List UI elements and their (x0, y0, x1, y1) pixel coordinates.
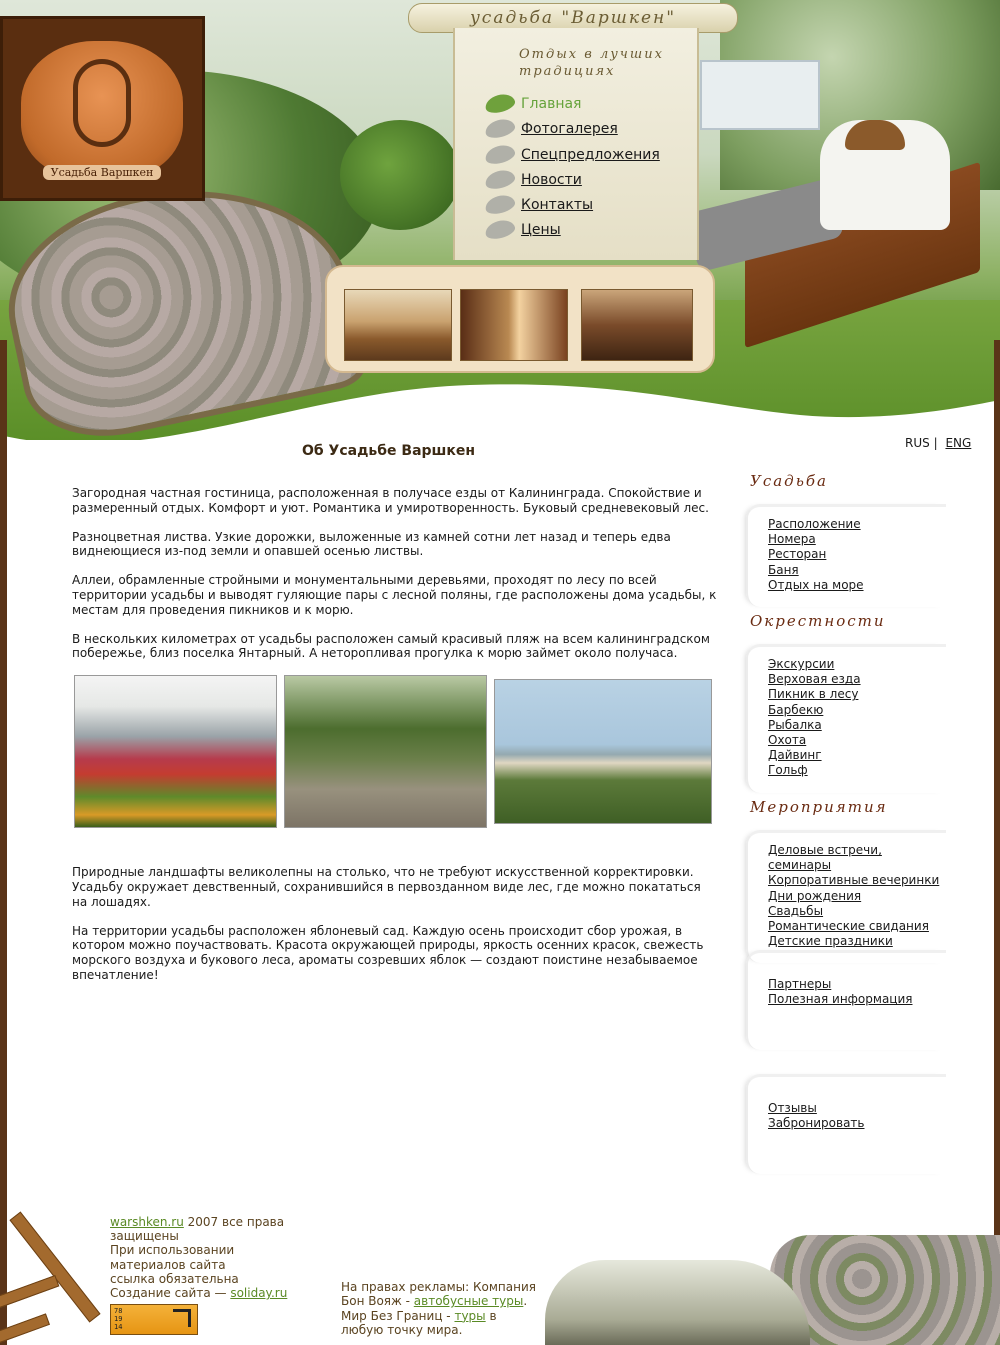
sidebar-link[interactable]: Экскурсии (768, 657, 835, 671)
sidebar-link[interactable]: Отзывы (768, 1101, 817, 1115)
advertising-block (341, 1280, 541, 1338)
sidebar-section-events (746, 798, 946, 963)
sidebar-link[interactable]: Охота (768, 733, 807, 748)
house-background (700, 60, 820, 130)
usage-note: При использовании материалов сайта (110, 1243, 235, 1272)
usage-note-2: ссылка обязательна (110, 1271, 239, 1286)
copyright-block (110, 1215, 310, 1300)
sidebar-section-reviews (746, 1074, 946, 1179)
paragraph: Загородная частная гостиница, расположенная в получасе езды от Калининграда. Спокойствие и размеренный отдых. Комфорт и уют. Романтика и умиротворенность. Буковый средневековый лес. (72, 486, 709, 515)
sidebar-section-estate (746, 472, 946, 607)
sidebar-link[interactable]: Отдых на море (768, 577, 864, 592)
lang-rus: RUS (905, 436, 930, 450)
arrow-icon (173, 1309, 191, 1327)
left-border (0, 340, 7, 1345)
language-switcher (905, 436, 971, 450)
ad-text: в любую точку мира. (341, 1308, 497, 1338)
car-decoration (545, 1260, 810, 1345)
sidebar-box (746, 830, 946, 963)
visit-counter[interactable] (110, 1304, 198, 1335)
sidebar-link[interactable]: Дни рождения (768, 888, 862, 903)
menu-item-gallery[interactable]: Фотогалерея (485, 119, 660, 144)
ad-text: На правах рекламы: Компания Бон Вояж - (341, 1280, 536, 1309)
crest-icon (21, 41, 183, 179)
logo[interactable] (0, 16, 205, 201)
photo-frame (325, 265, 715, 373)
sidebar-box (746, 644, 946, 793)
leaf-icon (483, 218, 516, 242)
sidebar-link[interactable]: Партнеры (768, 977, 832, 991)
leaf-icon (483, 117, 516, 141)
leaf-icon (483, 142, 516, 166)
sidebar-link[interactable]: Свадьбы (768, 903, 824, 918)
counter-numbers: 78 19 14 (114, 1307, 123, 1331)
sidebar-link[interactable]: Баня (768, 562, 799, 577)
lang-separator: | (933, 436, 938, 450)
sidebar-link[interactable]: Верховая езда (768, 672, 861, 687)
main-content (72, 486, 717, 997)
sidebar-heading: Окрестности (750, 612, 886, 630)
bus-tours-link[interactable]: автобусные туры (413, 1294, 524, 1309)
leaf-icon (483, 167, 516, 191)
main-menu-panel (453, 28, 699, 260)
sidebar-link[interactable]: Детские праздники (768, 934, 893, 949)
sidebar-section-surroundings (746, 612, 946, 793)
estate-house-photo (74, 675, 277, 828)
paragraph: Природные ландшафты великолепны на столько, что не требуют искусственной корректировки. Усадьбу окружает девственный, сохранившийся в первозданном виде лес, где можно покататься на лошадях. (72, 865, 701, 909)
paragraph: На территории усадьбы расположен яблоневый сад. Каждую осень происходит сбор урожая, в котором можно поучаствовать. Красота окружающей природы, яркость осенних красок, свежесть морского воздуха и букового леса, ароматы созревших яблок — создают поистине незабываемое впечатление! (72, 923, 704, 982)
paragraph: Разноцветная листва. Узкие дорожки, выложенные из камней сотни лет назад и теперь едва виднеющиеся из-под земли и опавшей осенью листвы. (72, 529, 671, 559)
sidebar-link[interactable]: Гольф (768, 763, 808, 778)
sidebar-heading: Мероприятия (750, 798, 888, 816)
site-link[interactable]: warshken.ru (110, 1215, 184, 1229)
sidebar-link[interactable]: Расположение (768, 517, 861, 531)
paragraph: В нескольких километрах от усадьбы расположен самый красивый пляж на всем калининградском побережье, близ поселка Янтарный. А неторопливая прогулка к морю займет около получаса. (72, 631, 710, 661)
menu-item-contacts[interactable]: Контакты (485, 195, 660, 220)
bush-decoration (340, 120, 460, 230)
credit-text: Создание сайта — (110, 1286, 231, 1301)
tagline: Отдых в лучших традициях (519, 47, 664, 79)
sidebar-link[interactable]: Номера (768, 532, 816, 547)
sidebar-link[interactable]: Пикник в лесу (768, 687, 859, 702)
ladder-decoration (0, 1220, 110, 1345)
menu-item-home[interactable]: Главная (485, 94, 660, 119)
menu-item-news[interactable]: Новости (485, 170, 660, 195)
sidebar-section-partners (746, 950, 946, 1055)
hall-photo-thumb[interactable] (460, 289, 568, 361)
sidebar-box (746, 950, 946, 1050)
sidebar-link[interactable]: Ресторан (768, 547, 827, 562)
room-photo-thumb[interactable] (344, 289, 452, 361)
forest-path-photo (284, 675, 487, 828)
sidebar-link[interactable]: Рыбалка (768, 717, 822, 732)
sidebar-link[interactable]: Дайвинг (768, 748, 822, 763)
sidebar-link[interactable]: Забронировать (768, 1116, 865, 1131)
menu-item-prices[interactable]: Цены (485, 220, 660, 245)
restaurant-photo-thumb[interactable] (581, 289, 693, 361)
sidebar-heading: Усадьба (750, 472, 828, 490)
site-title: усадьба "Варшкен" (408, 3, 738, 33)
paragraph: Аллеи, обрамленные стройными и монументальными деревьями, проходят по лесу по всей территории усадьбы и выводят гуляющие пары с лесной поляны, где расположены дома усадьбы, к местам для проведения пикников и к морю. (72, 573, 717, 617)
sidebar-box (746, 504, 946, 607)
tours-link[interactable]: туры (454, 1308, 486, 1323)
sidebar-link[interactable]: Корпоративные вечеринки (768, 873, 940, 888)
sidebar-link[interactable]: Деловые встречи, семинары (768, 843, 882, 873)
sea-coast-photo (494, 679, 712, 824)
copyright-text: 2007 все права защищены (110, 1215, 285, 1244)
leaf-icon (483, 193, 516, 217)
page-title: Об Усадьбе Варшкен (302, 443, 476, 459)
lang-eng-link[interactable]: ENG (945, 436, 972, 450)
credit-link[interactable]: soliday.ru (230, 1286, 288, 1301)
sidebar-link[interactable]: Романтические свидания (768, 919, 929, 934)
logo-label: Усадьба Варшкен (43, 165, 161, 180)
leaf-icon (483, 91, 516, 115)
monogram-icon (73, 59, 131, 147)
sidebar-link[interactable]: Полезная информация (768, 992, 913, 1007)
right-border (994, 340, 1000, 1345)
ad-text: . Мир Без Границ - (341, 1294, 528, 1323)
sidebar-box (746, 1074, 946, 1174)
main-menu (485, 94, 660, 246)
menu-item-special-offers[interactable]: Спецпредложения (485, 145, 660, 170)
photo-gallery (72, 675, 717, 851)
sidebar-link[interactable]: Барбекю (768, 702, 824, 717)
